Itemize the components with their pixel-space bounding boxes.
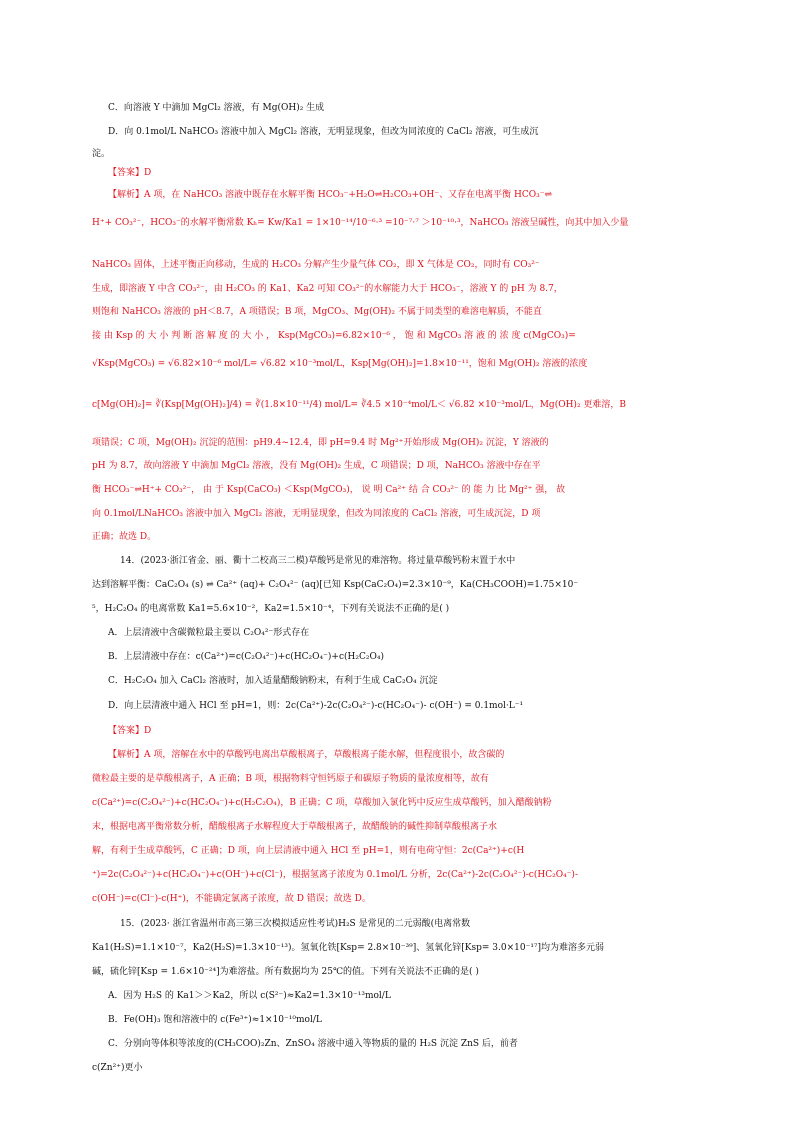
question-15-option-c: C．分别向等体积等浓度的(CH₃COO)₂Zn、ZnSO₄ 溶液中通入等物质的量的 H₂S 沉淀 ZnS 后，前者 xyxy=(108,1039,518,1049)
analysis-line: 解，有利于生成草酸钙，C 正确；D 项，向上层清液中通入 HCl 至 pH=1，则有电荷守恒：2c(Ca²⁺)+c(H xyxy=(92,846,525,856)
analysis-line: c(Ca²⁺)=c(C₂O₄²⁻)+c(HC₂O₄⁻)+c(H₂C₂O₄)，B 正确；C 项，草酸加入氯化钙中反应生成草酸钙，加入醋酸钠粉 xyxy=(92,798,552,808)
question-14-stem: 14．(2023·浙江省金、丽、衢十二校高三二模)草酸钙是常见的难溶物。将过量草酸钙粉末置于水中 xyxy=(120,556,516,566)
analysis-line: 微粒最主要的是草酸根离子，A 正确；B 项，根据物料守恒钙原子和碳原子物质的量浓度相等，故有 xyxy=(92,774,489,784)
question-15-option-c-cont: c(Zn²⁺)更小 xyxy=(92,1063,143,1073)
analysis-line: 【解析】A 项，在 NaHCO₃ 溶液中既存在水解平衡 HCO₃⁻+H₂O⇌H₂CO₃+OH⁻、又存在电离平衡 HCO₃⁻⇌ xyxy=(108,190,553,200)
answer-label: 【答案】D xyxy=(108,168,152,178)
analysis-line: 项错误；C 项，Mg(OH)₂ 沉淀的范围：pH9.4~12.4，即 pH=9.4 时 Mg²⁺开始形成 Mg(OH)₂ 沉淀，Y 溶液的 xyxy=(92,438,549,448)
option-d-line-cont: 淀。 xyxy=(92,149,111,159)
option-c-line: C．向溶液 Y 中滴加 MgCl₂ 溶液，有 Mg(OH)₂ 生成 xyxy=(108,103,325,113)
answer-label: 【答案】D xyxy=(108,726,152,736)
analysis-line: H⁺+ CO₃²⁻，HCO₃⁻的水解平衡常数 Kₕ= Kw/Ka1 = 1×10⁻¹⁴/10⁻⁶·³ =10⁻⁷·⁷ ＞10⁻¹⁰·³，NaHCO₃ 溶液呈碱性，向其中加入少量 xyxy=(92,218,629,228)
analysis-line: 向 0.1mol/LNaHCO₃ 溶液中加入 MgCl₂ 溶液，无明显现象，但改为同浓度的 CaCl₂ 溶液，可生成沉淀，D 项 xyxy=(92,509,541,519)
question-15-stem: 碱，硫化锌[Ksp = 1.6×10⁻²⁴]为难溶盐。所有数据均为 25℃的值。下列有关说法不正确的是( ) xyxy=(92,967,479,977)
analysis-line: 则饱和 NaHCO₃ 溶液的 pH＜8.7，A 项错误；B 项，MgCO₃、Mg(OH)₂ 不属于同类型的难溶电解质，不能直 xyxy=(92,307,542,317)
analysis-line: 正确；故选 D。 xyxy=(92,532,157,542)
analysis-line: 衡 HCO₃⁻⇌H⁺+ CO₃²⁻， 由 于 Ksp(CaCO₃) ＜Ksp(MgCO₃)， 说 明 Ca²⁺ 结 合 CO₃²⁻ 的 能 力 比 Mg²⁺ 强， 故 xyxy=(92,485,566,495)
analysis-line: c[Mg(OH)₂]= ∛(Ksp[Mg(OH)₂]/4) = ∛(1.8×10⁻¹¹/4) mol/L= ∛4.5 ×10⁻⁴mol/L＜ √6.82 ×10⁻³mol/L，Mg(OH)₂ 更难溶，B xyxy=(92,400,627,410)
option-d-line: D．向 0.1mol/L NaHCO₃ 溶液中加入 MgCl₂ 溶液，无明显现象，但改为同浓度的 CaCl₂ 溶液，可生成沉 xyxy=(108,127,539,137)
analysis-line: c(OH⁻)=c(Cl⁻)-c(H⁺)，不能确定氯离子浓度，故 D 错误；故选 D。 xyxy=(92,894,371,904)
analysis-line: ⁺)=2c(C₂O₄²⁻)+c(HC₂O₄⁻)+c(OH⁻)+c(Cl⁻)，根据氢离子浓度为 0.1mol/L 分析，2c(Ca²⁺)-2c(C₂O₄²⁻)-c(HC₂O₄⁻)- xyxy=(92,870,578,880)
question-14-option-a: A．上层清液中含碳微粒最主要以 C₂O₄²⁻形式存在 xyxy=(108,628,310,638)
analysis-line: NaHCO₃ 固体，上述平衡正向移动，生成的 H₂CO₃ 分解产生少量气体 CO₂，即 X 气体是 CO₂，同时有 CO₃²⁻ xyxy=(92,260,540,270)
question-14-stem: 达到溶解平衡：CaC₂O₄ (s) ⇌ Ca²⁺ (aq)+ C₂O₄²⁻ (aq)[已知 Ksp(CaC₂O₄)=2.3×10⁻⁹，Ka(CH₃COOH)=1.75×10⁻ xyxy=(92,580,579,590)
analysis-line: 【解析】A 项，溶解在水中的草酸钙电离出草酸根离子，草酸根离子能水解，但程度很小，故含碳的 xyxy=(108,750,505,760)
question-14-option-b: B．上层清液中存在：c(Ca²⁺)=c(C₂O₄²⁻)+c(HC₂O₄⁻)+c(H₂C₂O₄) xyxy=(108,652,384,662)
question-15-stem: Ka1(H₂S)=1.1×10⁻⁷，Ka2(H₂S)=1.3×10⁻¹³)。氢氧化铁[Ksp= 2.8×10⁻³⁹]、氢氧化锌[Ksp= 3.0×10⁻¹⁷]均为难溶多元弱 xyxy=(92,943,605,953)
question-14-option-d: D．向上层清液中通入 HCl 至 pH=1，则：2c(Ca²⁺)-2c(C₂O₄²⁻)-c(HC₂O₄⁻)- c(OH⁻) = 0.1mol·L⁻¹ xyxy=(108,701,524,711)
question-15-option-b: B．Fe(OH)₃ 饱和溶液中的 c(Fe³⁺)≈1×10⁻¹⁰mol/L xyxy=(108,1015,322,1025)
analysis-line: 接 由 Ksp 的 大 小 判 断 溶 解 度 的 大 小 ， Ksp(MgCO₃)=6.82×10⁻⁶ ， 饱 和 MgCO₃ 溶 液 的 浓 度 c(MgCO₃)= xyxy=(92,331,576,341)
analysis-line: √Ksp(MgCO₃) = √6.82×10⁻⁶ mol/L= √6.82 ×10⁻³mol/L，Ksp[Mg(OH)₂]=1.8×10⁻¹¹，饱和 Mg(OH)₂ 溶液的浓度 xyxy=(92,359,588,369)
question-14-stem: ⁵，H₂C₂O₄ 的电离常数 Ka1=5.6×10⁻²，Ka2=1.5×10⁻⁴，下列有关说法不正确的是( ) xyxy=(92,604,450,614)
question-14-option-c: C．H₂C₂O₄ 加入 CaCl₂ 溶液时，加入适量醋酸钠粉末，有利于生成 CaC₂O₄ 沉淀 xyxy=(108,676,438,686)
analysis-line: 末，根据电离平衡常数分析，醋酸根离子水解程度大于草酸根离子，故醋酸钠的碱性抑制草酸根离子水 xyxy=(92,822,498,832)
analysis-line: 生成，即溶液 Y 中含 CO₃²⁻，由 H₂CO₃ 的 Ka1、Ka2 可知 CO₃²⁻的水解能力大于 HCO₃⁻，溶液 Y 的 pH 为 8.7， xyxy=(92,284,563,294)
analysis-line: pH 为 8.7，故向溶液 Y 中滴加 MgCl₂ 溶液，没有 Mg(OH)₂ 生成，C 项错误；D 项，NaHCO₃ 溶液中存在平 xyxy=(92,461,541,471)
question-15-option-a: A．因为 H₂S 的 Ka1＞＞Ka2，所以 c(S²⁻)≈Ka2=1.3×10⁻¹³mol/L xyxy=(108,991,391,1001)
question-15-stem: 15．(2023· 浙江省温州市高三第三次模拟适应性考试)H₂S 是常见的二元弱酸(电离常数 xyxy=(120,919,471,929)
